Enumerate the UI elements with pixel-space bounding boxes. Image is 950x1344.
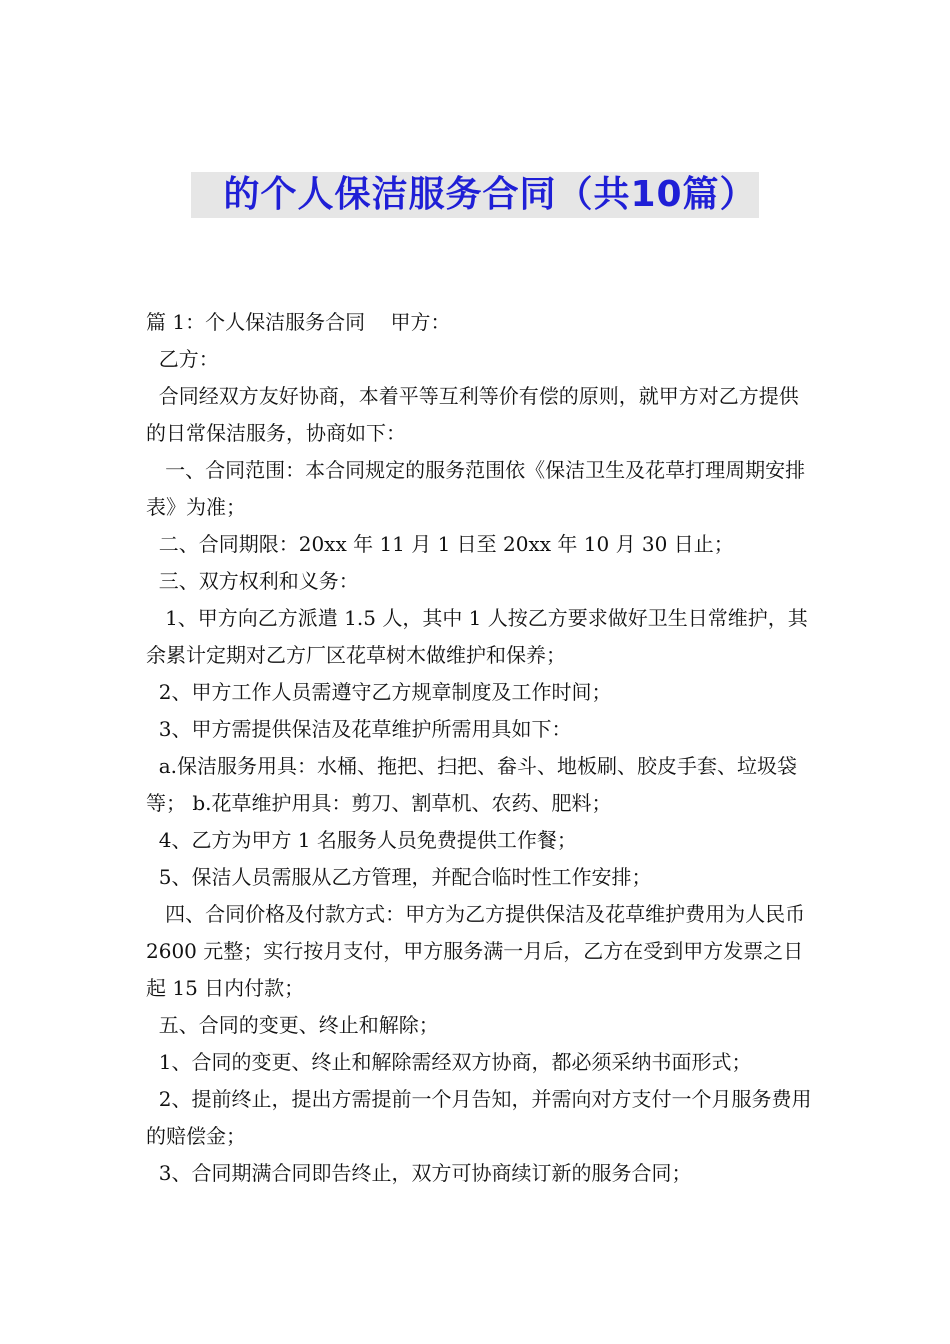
paragraph: 二、合同期限：20xx 年 11 月 1 日至 20xx 年 10 月 30 日止；	[146, 532, 734, 556]
paragraph: 5、保洁人员需服从乙方管理，并配合临时性工作安排；	[146, 865, 652, 889]
document-title: 的个人保洁服务合同（共10篇）	[191, 172, 758, 218]
paragraph: 篇 1：个人保洁服务合同 甲方：	[146, 310, 451, 334]
paragraph: 4、乙方为甲方 1 名服务人员免费提供工作餐；	[146, 828, 577, 852]
paragraph: a.保洁服务用具：水桶、拖把、扫把、畚斗、地板刷、胶皮手套、垃圾袋等； b.花草维护用具：剪刀、割草机、农药、肥料；	[146, 754, 797, 815]
title-wrap	[0, 172, 950, 218]
paragraph: 四、合同价格及付款方式：甲方为乙方提供保洁及花草维护费用为人民币 2600 元整；实行按月支付，甲方服务满一月后，乙方在受到甲方发票之日起 15 日内付款；	[146, 902, 812, 1000]
paragraph: 三、双方权利和义务：	[146, 569, 359, 593]
paragraph: 一、合同范围：本合同规定的服务范围依《保洁卫生及花草打理周期安排表》为准；	[146, 458, 806, 519]
paragraph: 乙方：	[146, 347, 219, 371]
paragraph: 3、甲方需提供保洁及花草维护所需用具如下：	[146, 717, 572, 741]
paragraph: 2、提前终止，提出方需提前一个月告知，并需向对方支付一个月服务费用的赔偿金；	[146, 1087, 812, 1148]
paragraph: 合同经双方友好协商，本着平等互利等价有偿的原则，就甲方对乙方提供的日常保洁服务，协商如下：	[146, 384, 799, 445]
document-body	[146, 304, 816, 1192]
paragraph: 3、合同期满合同即告终止，双方可协商续订新的服务合同；	[146, 1161, 692, 1185]
paragraph: 1、甲方向乙方派遣 1.5 人，其中 1 人按乙方要求做好卫生日常维护，其余累计定期对乙方厂区花草树木做维护和保养；	[146, 606, 808, 667]
paragraph: 1、合同的变更、终止和解除需经双方协商，都必须采纳书面形式；	[146, 1050, 752, 1074]
paragraph: 五、合同的变更、终止和解除；	[146, 1013, 439, 1037]
paragraph: 2、甲方工作人员需遵守乙方规章制度及工作时间；	[146, 680, 612, 704]
